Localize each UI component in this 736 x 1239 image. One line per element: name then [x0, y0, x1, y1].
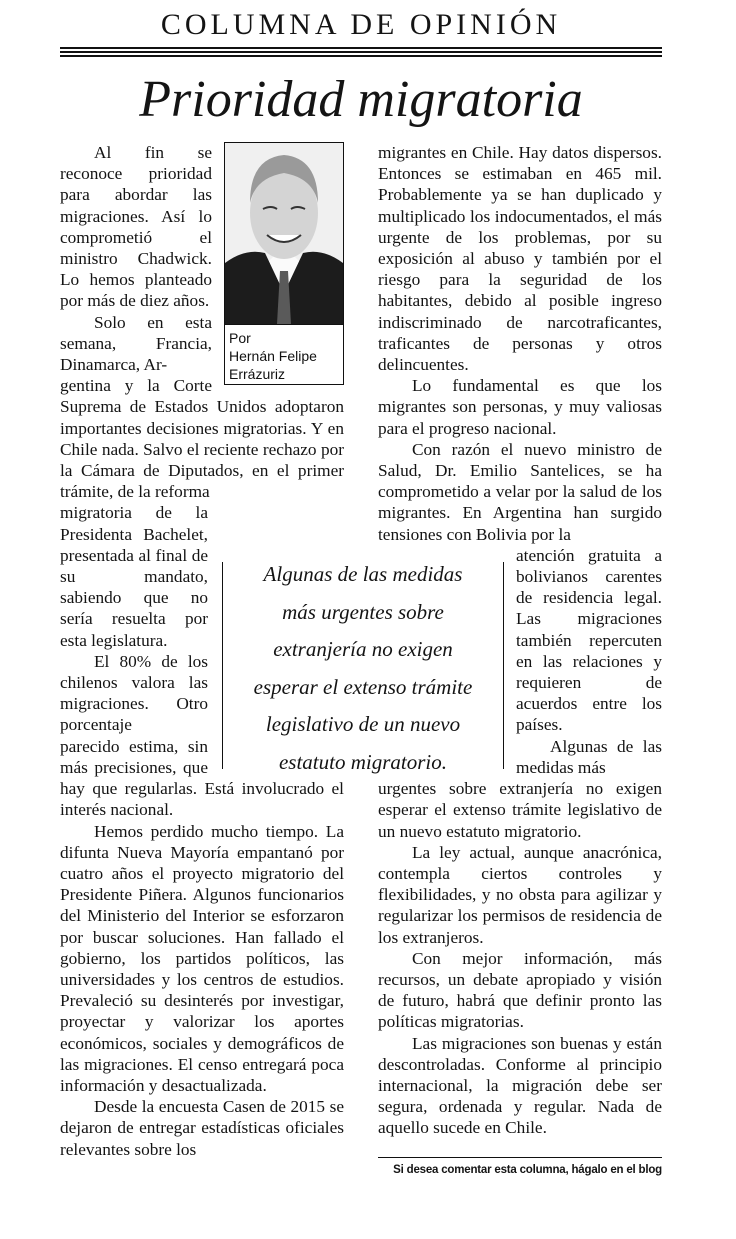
author-name-line1: Hernán Felipe	[229, 348, 317, 364]
blog-comment-note: Si desea comentar esta columna, hágalo en el blog	[378, 1157, 662, 1181]
paragraph: atención gratuita a bolivianos carentes de residencia legal. Las migraciones también repercuten en las relaciones y requieren de acuerdos entre los países.	[516, 545, 662, 735]
paragraph: El 80% de los chilenos valora las migraciones. Otro porcentaje	[60, 651, 208, 735]
paragraph: Con razón el nuevo ministro de Salud, Dr. Emilio Santelices, se ha comprometido a velar por la salud de los migrantes. En Argentina han surgido tensiones con Bolivia por la	[378, 439, 662, 544]
paragraph: Lo fundamental es que los migrantes son personas, y muy valiosas para el progreso nacional.	[378, 376, 662, 438]
paragraph: Desde la encuesta Casen de 2015 se dejaron de entregar estadísticas oficiales relevantes sobre los	[60, 1097, 344, 1159]
rule-top	[60, 47, 662, 49]
paragraph: La ley actual, aunque anacrónica, contempla ciertos controles y flexibilidades, y no obsta para agilizar y regularizar los permisos de residencia de los extranjeros.	[378, 842, 662, 947]
author-portrait-icon	[225, 143, 343, 324]
paragraph: urgentes sobre extranjería no exigen esperar el extenso trámite legislativo de un nuevo estatuto migratorio.	[378, 779, 662, 841]
paragraph: migrantes en Chile. Hay datos dispersos. Entonces se estimaban en 465 mil. Probablemente ya se han duplicado y multiplicado los indocumentados, el más urgente de los problemas, por su exposición al abuso y también por el riesgo para la seguridad de los habitantes, debido al posible ingreso indiscriminado de narcotraficantes, traficantes de personas y otros delincuentes.	[378, 143, 662, 375]
paragraph: gentina y la Corte Suprema de Estados Unidos adoptaron importantes decisiones migratorias. Y en Chile nada. Salvo el reciente rechazo por la Cámara de Diputados, en el primer trámite, de la reforma	[60, 376, 344, 502]
author-name-line2: Errázuriz	[229, 366, 286, 382]
pull-quote-line: estatuto migratorio.	[278, 749, 447, 774]
section-label: COLUMNA DE OPINIÓN	[160, 8, 562, 41]
author-photo-box	[224, 142, 344, 385]
pull-quote-line: legislativo de un nuevo	[265, 712, 461, 736]
pull-quote-line: extranjería no exigen	[273, 637, 453, 661]
paragraph: Solo en esta semana, Francia, Dinamarca, Ar-	[60, 312, 212, 375]
pull-quote	[223, 556, 503, 781]
paragraph: Algunas de las medidas más	[516, 736, 662, 777]
byline-prefix: Por	[229, 330, 251, 346]
rule-middle	[60, 51, 662, 53]
paragraph: parecido estima, sin más precisiones, que hay que regularlas. Está involucrado el interés nacional.	[60, 736, 344, 820]
headline: Prioridad migratoria	[139, 71, 583, 128]
pull-quote-line: más urgentes sobre	[282, 599, 444, 624]
paragraph: Al fin se reconoce prioridad para abordar las migraciones. Así lo comprometió el ministro Chadwick. Lo hemos planteado por más de diez años.	[60, 143, 212, 311]
paragraph: Hemos perdido mucho tiempo. La difunta Nueva Mayoría empantanó por cuatro años el proyecto migratorio del Presidente Piñera. Algunos funcionarios del Ministerio del Interior se esforzaron por buscar soluciones. Han fallado el gobierno, los partidos políticos, las universidades y los centros de estudios. Prevaleció su desinterés por investigar, proyectar y valorizar los aportes económicos, sociales y demográficos de las migraciones. El censo entregará poca información y desactualizada.	[60, 821, 344, 1095]
author-photo	[225, 143, 343, 325]
pull-quote-line: Algunas de las medidas	[263, 562, 463, 586]
pull-quote-line: esperar el extenso trámite	[253, 674, 473, 699]
paragraph: Las migraciones son buenas y están descontroladas. Conforme al principio internacional, la migración debe ser segura, ordenada y regular. Nada de aquello sucede en Chile.	[378, 1033, 662, 1138]
paragraph: migratoria de la Presidenta Bachelet, presentada al final de su mandato, sabiendo que no sería resuelta por esta legislatura.	[60, 503, 208, 650]
pull-quote-box	[222, 562, 504, 774]
byline	[229, 329, 317, 383]
rule-bottom	[60, 55, 662, 57]
paragraph: Con mejor información, más recursos, un debate apropiado y visión de futuro, habrá que definir pronto las políticas migratorias.	[378, 948, 662, 1032]
